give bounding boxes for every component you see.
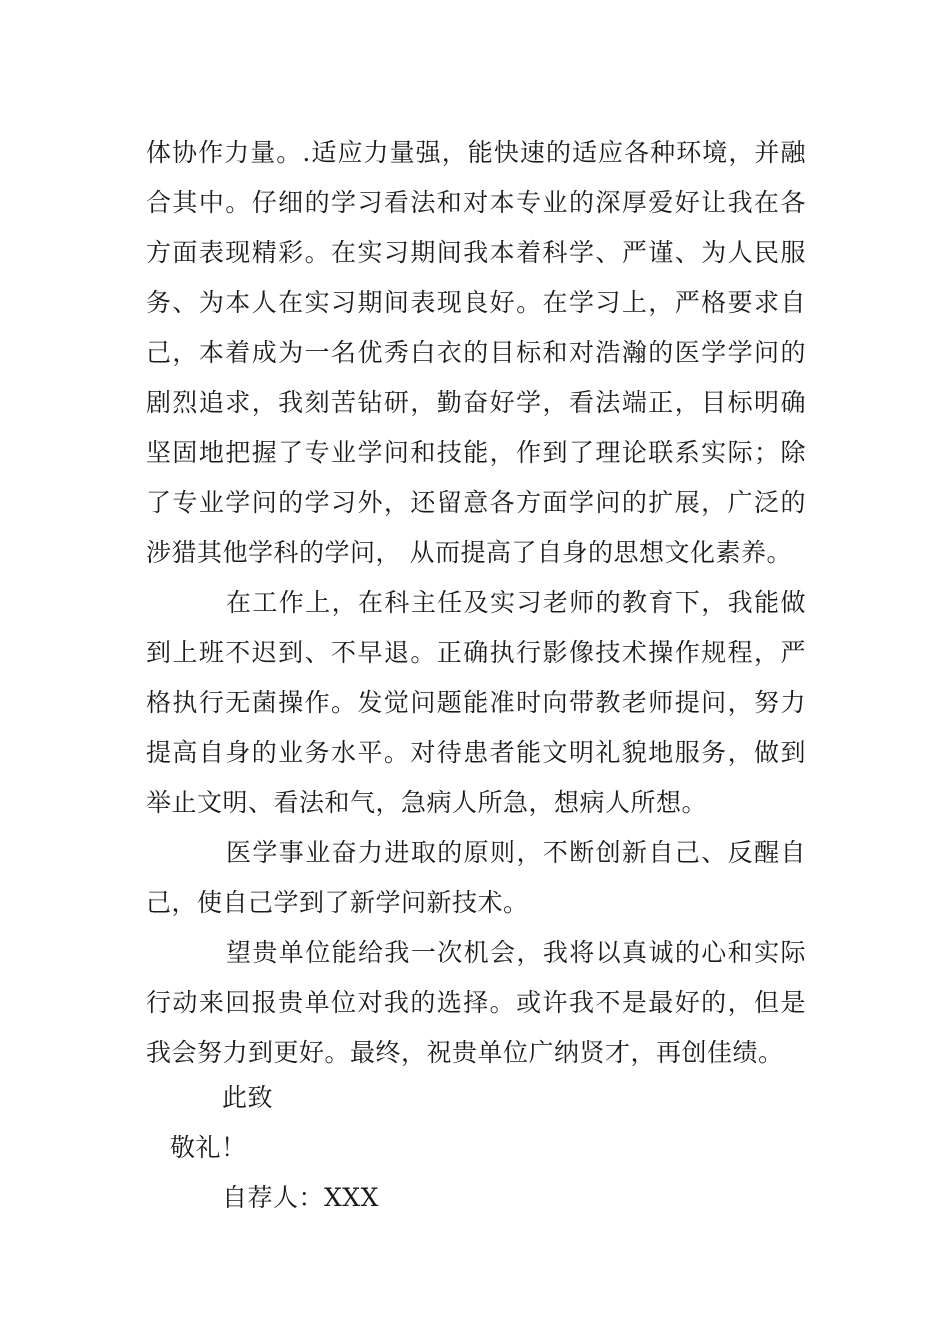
closing-regards: 敬礼！ [170, 1133, 247, 1162]
paragraph-line: 医学事业奋力进取的原则，不断创新自己、反醒自 [226, 838, 806, 867]
paragraph-line: 在工作上，在科主任及实习老师的教育下，我能做 [226, 588, 806, 617]
closing-salutation: 此致 [222, 1083, 274, 1112]
paragraph-line: 了专业学问的学习外，还留意各方面学问的扩展，广泛的 [146, 488, 806, 517]
paragraph-line: 行动来回报贵单位对我的选择。或许我不是最好的，但是 [146, 988, 806, 1017]
paragraph-line: 体协作力量。.适应力量强，能快速的适应各种环境，并融 [146, 138, 806, 167]
letter-body [146, 128, 806, 1078]
paragraph-line: 己，使自己学到了新学问新技术。 [146, 888, 529, 917]
paragraph-line: 望贵单位能给我一次机会，我将以真诚的心和实际 [226, 938, 806, 967]
paragraph-line: 剧烈追求，我刻苦钻研，勤奋好学，看法端正，目标明确 [146, 388, 806, 417]
paragraph-line: 格执行无菌操作。发觉问题能准时向带教老师提问，努力 [146, 688, 806, 717]
paragraph-line: 涉猎其他学科的学问， 从而提高了自身的思想文化素养。 [146, 538, 792, 567]
paragraph-line: 举止文明、看法和气，急病人所急，想病人所想。 [146, 788, 708, 817]
paragraph-line: 到上班不迟到、不早退。正确执行影像技术操作规程，严 [146, 638, 806, 667]
paragraph-line: 务、为本人在实习期间表现良好。在学习上，严格要求自 [146, 288, 806, 317]
paragraph-line: 己，本着成为一名优秀白衣的目标和对浩瀚的医学学问的 [146, 338, 806, 367]
paragraph-line: 我会努力到更好。最终，祝贵单位广纳贤才，再创佳绩。 [146, 1038, 784, 1067]
signer-line: 自荐人：XXX [222, 1183, 379, 1212]
paragraph-line: 合其中。仔细的学习看法和对本专业的深厚爱好让我在各 [146, 188, 806, 217]
paragraph-line: 提高自身的业务水平。对待患者能文明礼貌地服务，做到 [146, 738, 806, 767]
paragraph-line: 坚固地把握了专业学问和技能，作到了理论联系实际；除 [146, 438, 806, 467]
paragraph-line: 方面表现精彩。在实习期间我本着科学、严谨、为人民服 [146, 238, 806, 267]
